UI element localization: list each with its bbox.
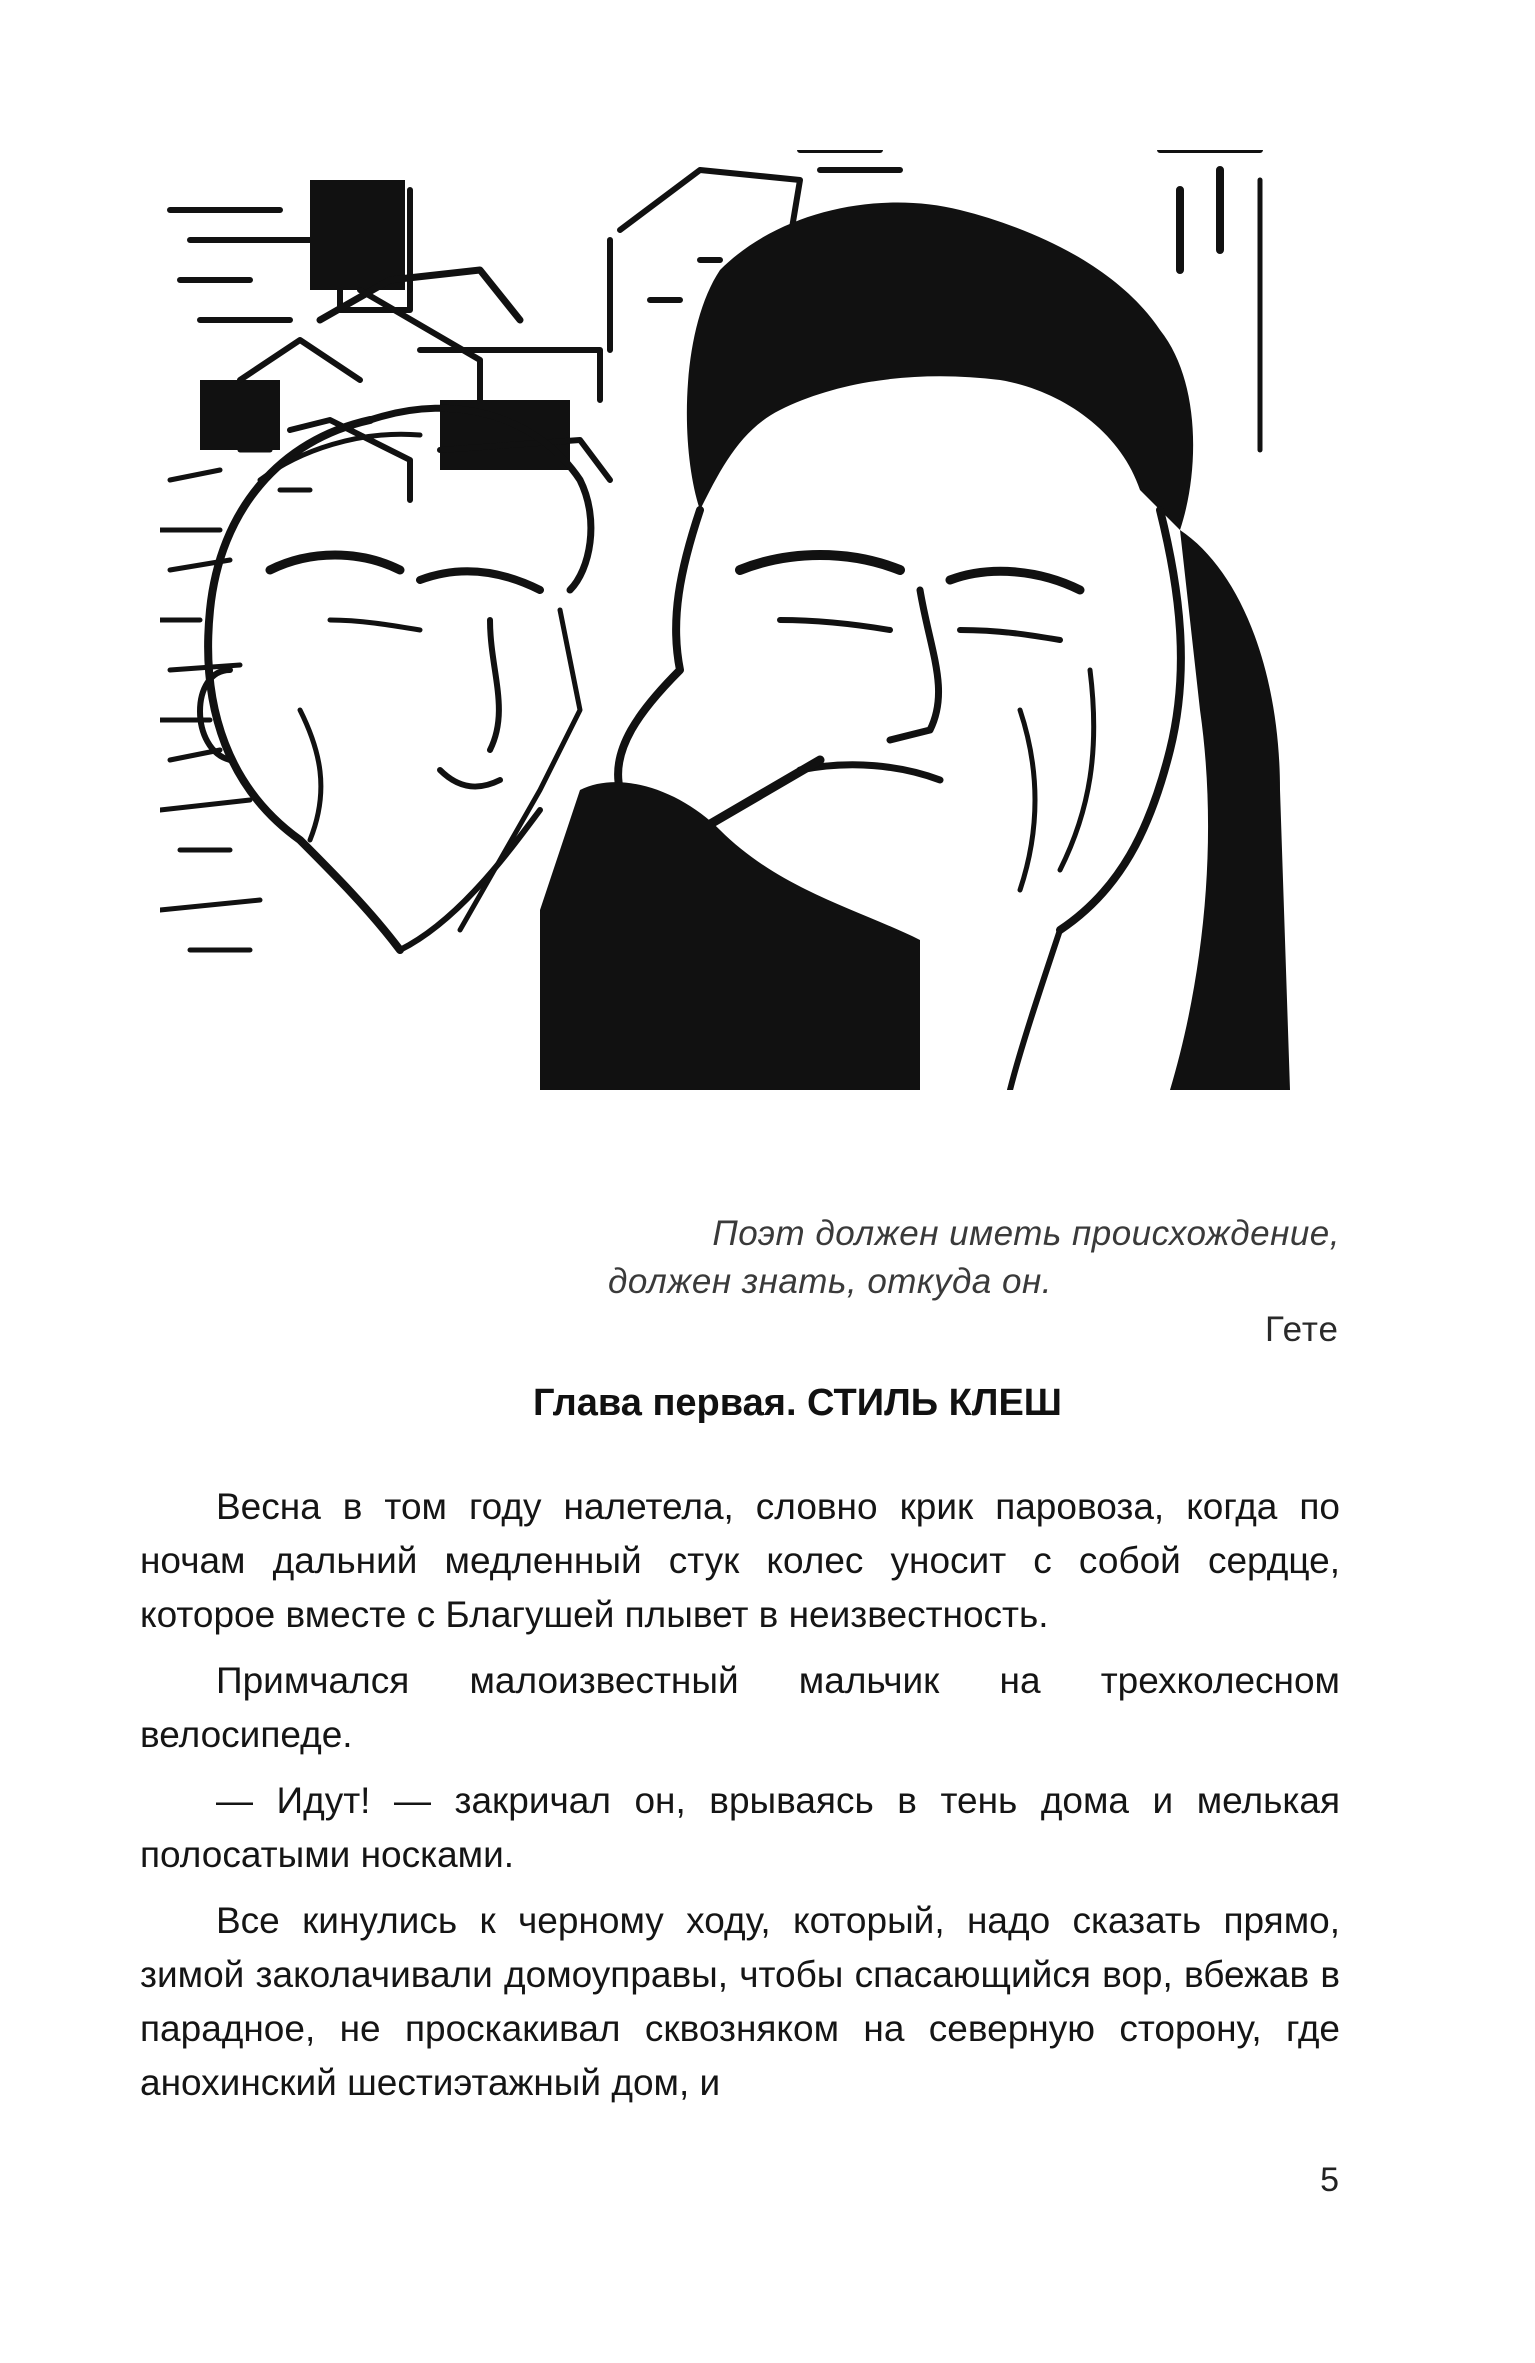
chapter-title: Глава первая. СТИЛЬ КЛЕШ [533, 1382, 1062, 1424]
ink-drawing [160, 150, 1340, 1090]
paragraph: Примчался малоизвестный мальчик на трехколесном велосипеде. [140, 1660, 1340, 1755]
paragraph: — Идут! — закричал он, врываясь в тень дома и мелькая полосатыми носками. [140, 1780, 1340, 1875]
epigraph-line-1: Поэт должен иметь происхождение, [712, 1214, 1340, 1253]
chapter-illustration [160, 150, 1340, 1090]
paragraph: Весна в том году налетела, словно крик паровоза, когда по ночам дальний медленный стук колес уносит с собой сердце, которое вместе с Благушей плывет в неизвестность. [140, 1486, 1340, 1635]
page-number: 5 [1320, 2161, 1339, 2199]
epigraph [560, 1210, 1340, 1306]
chapter-body [140, 1480, 1340, 2122]
epigraph-line-2: должен знать, откуда он. [608, 1262, 1052, 1301]
paragraph: Все кинулись к черному ходу, который, надо сказать прямо, зимой заколачивали домоуправы, чтобы спасающийся вор, вбежав в парадное, не проскакивал сквозняком на северную сторону, где анохинский шестиэтажный дом, и [140, 1900, 1340, 2103]
epigraph-author: Гете [1264, 1310, 1339, 1349]
